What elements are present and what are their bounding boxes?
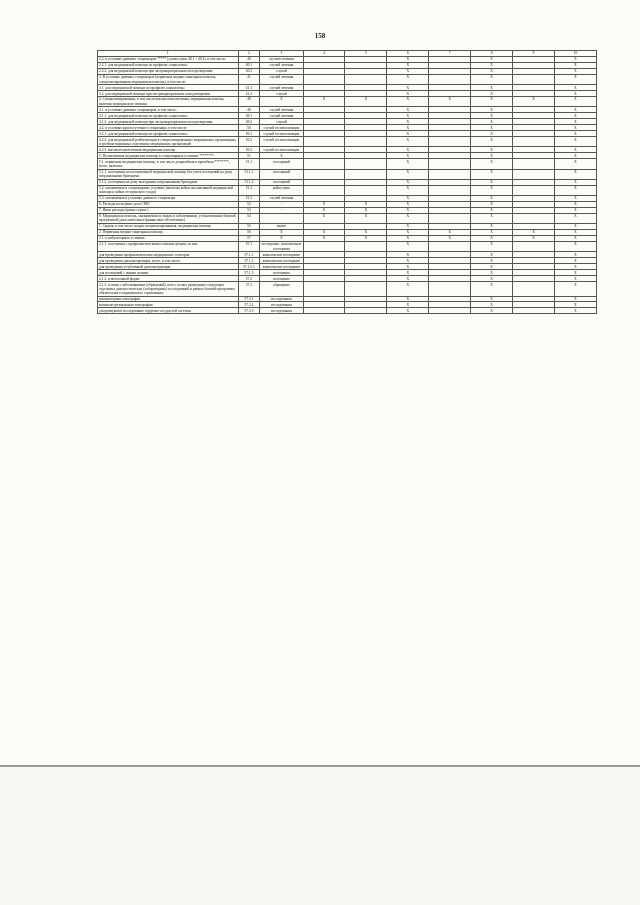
table-cell: X (554, 282, 596, 296)
table-cell: X (471, 119, 513, 125)
table-cell: X (471, 276, 513, 282)
table-cell: обращение (260, 282, 303, 296)
table-cell: случай (260, 119, 303, 125)
row-label-cell: 7. Иные расходы (равно строке ) (98, 207, 239, 213)
table-cell: X (471, 68, 513, 74)
table-cell: посещений (260, 159, 303, 169)
table-cell: 49.1 (238, 113, 260, 119)
table-cell: X (387, 107, 429, 113)
table-cell: X (513, 230, 555, 236)
row-label-cell: 5.2. оказываемая в стационарных условиях (включая койки паллиативной медицинской помощи и койки сестринского ухода) (98, 185, 239, 195)
table-cell: X (471, 147, 513, 153)
table-cell: X (471, 308, 513, 314)
table-cell: X (345, 207, 387, 213)
table-cell: X (554, 302, 596, 308)
table-cell (303, 282, 345, 296)
table-cell: X (387, 270, 429, 276)
table-cell: - (260, 201, 303, 207)
table-cell (513, 242, 555, 252)
table-cell (345, 242, 387, 252)
table-cell: 41 (238, 74, 260, 84)
table-cell: X (471, 179, 513, 185)
table-cell: 50.3 (238, 147, 260, 153)
table-cell: X (387, 125, 429, 131)
row-label-cell: для проведения профилактических медицинских осмотров (98, 252, 239, 258)
table-cell: 51.1.2 (238, 179, 260, 185)
table-cell: случай лечения (260, 74, 303, 84)
table-cell: X (554, 296, 596, 302)
table-cell: 51.3 (238, 195, 260, 201)
row-label-cell: 2.1.3. в связи с заболеваниями (обращений), всего, из них проведение следующих отдельных диагностических (лабораторных) исследований в рамках базовой программы обязательного медицинского страхования: (98, 282, 239, 296)
table-cell: X (387, 213, 429, 223)
row-label-cell: для проведения углубленной диспансеризации (98, 264, 239, 270)
table-cell: 40 (238, 56, 260, 62)
table-cell: X (471, 224, 513, 230)
column-header: 4 (303, 51, 345, 57)
table-row (98, 282, 597, 296)
table-cell: 57 (238, 236, 260, 242)
table-cell (429, 137, 471, 147)
table-cell: X (471, 201, 513, 207)
table-cell: X (554, 236, 596, 242)
table-cell: X (554, 258, 596, 264)
table-cell: 54 (238, 213, 260, 223)
table-cell: X (471, 258, 513, 264)
table-cell (513, 159, 555, 169)
table-cell (429, 282, 471, 296)
table-cell (513, 213, 555, 223)
row-label-cell: 5.3. оказываемая в условиях дневного стационара (98, 195, 239, 201)
table-cell: X (387, 179, 429, 185)
table-cell: случай лечения (260, 85, 303, 91)
table-cell: комплексное посещение (260, 252, 303, 258)
table-row (98, 97, 597, 107)
row-label-cell: 5.1.1. посещения по паллиативной медицинской помощи без учета посещений на дому патронажными бригадами (98, 169, 239, 179)
table-cell: 40.2 (238, 68, 260, 74)
table-cell: X (471, 236, 513, 242)
table-cell: X (387, 296, 429, 302)
table-cell: X (303, 201, 345, 207)
table-cell: посещение (260, 276, 303, 282)
row-label-cell: компьютерная томография (98, 296, 239, 302)
table-cell: X (471, 282, 513, 296)
row-label-cell: 3.2. для медицинской помощи при экстракорпоральном оплодотворении (98, 91, 239, 97)
table-cell (345, 159, 387, 169)
table-cell: X (513, 236, 555, 242)
table-cell: X (471, 153, 513, 159)
table-cell: 49.2 (238, 119, 260, 125)
table-cell: X (387, 252, 429, 258)
table-row (98, 308, 597, 314)
table-cell: 50.2 (238, 137, 260, 147)
row-label-cell: 4.2.3. высокотехнологичная медицинская помощь (98, 147, 239, 153)
row-label-cell: магнитно-резонансная томография (98, 302, 239, 308)
row-label-cell: 2.2. в условиях дневных стационаров ***** (сумма строк 40.1 + 40.2), в том числе: (98, 56, 239, 62)
table-cell: - (260, 207, 303, 213)
table-cell: X (554, 113, 596, 119)
table-cell: 57.1.1 (238, 252, 260, 258)
column-header: 1 (98, 51, 239, 57)
row-label-cell: 5.1. первичная медицинская помощь, в том числе доврачебная и врачебная ********, всего, включая: (98, 159, 239, 169)
table-cell: X (387, 264, 429, 270)
table-row (98, 137, 597, 147)
table-cell: X (345, 236, 387, 242)
table-row (98, 242, 597, 252)
row-label-cell: 4.1. в условиях дневных стационаров, в том числе: (98, 107, 239, 113)
table-cell: 51.1 (238, 159, 260, 169)
table-cell: 57.3 (238, 282, 260, 296)
table-cell: X (554, 91, 596, 97)
table-cell (513, 169, 555, 179)
table-cell (345, 282, 387, 296)
row-label-cell: 5.1.2. посещения на дому выездными патронажными бригадами (98, 179, 239, 185)
table-cell: 51.1.1 (238, 169, 260, 179)
table-cell: X (303, 230, 345, 236)
row-label-cell: 4.1.2. для медицинской помощи при экстракорпоральном оплодотворении (98, 119, 239, 125)
row-label-cell: 2.2.2. для медицинской помощи при экстракорпоральном оплодотворении (98, 68, 239, 74)
table-cell: 57.1.3 (238, 270, 260, 276)
table-cell: X (471, 113, 513, 119)
table-cell: X (471, 185, 513, 195)
table-cell: X (471, 137, 513, 147)
table-cell: 50.1 (238, 131, 260, 137)
table-cell: X (471, 97, 513, 107)
table-cell: X (387, 159, 429, 169)
table-cell: X (554, 308, 596, 314)
table-cell (303, 308, 345, 314)
table-cell: 50 (238, 125, 260, 131)
table-cell: X (387, 56, 429, 62)
table-cell (513, 137, 555, 147)
table-cell: X (429, 230, 471, 236)
table-cell (429, 242, 471, 252)
table-cell (429, 185, 471, 195)
table-cell (303, 159, 345, 169)
row-label-cell: 1. Скорая, в том числе скорая специализированная, медицинская помощь (98, 224, 239, 230)
table-cell: посещений (260, 169, 303, 179)
table-cell: X (471, 85, 513, 91)
table-cell: X (303, 213, 345, 223)
table-cell: X (554, 56, 596, 62)
table-cell: X (554, 195, 596, 201)
table-cell: 49 (238, 107, 260, 113)
table-cell: X (554, 74, 596, 84)
table-row (98, 74, 597, 84)
column-header: 6 (387, 51, 429, 57)
table-cell: X (554, 153, 596, 159)
table-cell: X (471, 242, 513, 252)
table-cell: посещения (260, 270, 303, 276)
table-cell: X (554, 185, 596, 195)
table-cell (513, 74, 555, 84)
row-label-cell: для посещений с иными целями (98, 270, 239, 276)
table-cell: комплексное посещение (260, 258, 303, 264)
table-cell: исследования (260, 308, 303, 314)
column-header: 5 (345, 51, 387, 57)
row-label-cell: ультразвуковое исследование сердечно-сосудистой системы (98, 308, 239, 314)
table-cell: X (554, 224, 596, 230)
table-cell: X (387, 230, 429, 236)
table-cell (513, 282, 555, 296)
table-row (98, 213, 597, 223)
table-cell (429, 74, 471, 84)
table-cell: X (345, 201, 387, 207)
table-cell: X (387, 224, 429, 230)
table-cell: X (554, 85, 596, 91)
table-cell: X (554, 213, 596, 223)
table-cell: X (387, 195, 429, 201)
table-cell: случай госпитализации (260, 147, 303, 153)
table-cell: X (387, 201, 429, 207)
table-cell: X (554, 207, 596, 213)
table-cell: X (471, 252, 513, 258)
table-cell: случай лечения (260, 195, 303, 201)
table-cell: случай госпитализации (260, 137, 303, 147)
table-cell: X (387, 236, 429, 242)
table-cell: X (554, 264, 596, 270)
row-label-cell: 4.1.1. для медицинской помощи по профилю «онкология» (98, 113, 239, 119)
table-cell (429, 159, 471, 169)
row-label-cell: 4. Специализированная, в том числе высокотехнологичная, медицинская помощь, включая медицинскую помощь: (98, 97, 239, 107)
table-cell: X (387, 74, 429, 84)
table-cell: X (471, 230, 513, 236)
table-cell: X (554, 242, 596, 252)
table-cell: X (345, 213, 387, 223)
table-cell (345, 185, 387, 195)
table-cell: X (387, 302, 429, 308)
row-label-cell: 4.2.2. для медицинской реабилитации в специализированных медицинских организациях и реабилитационных отделениях медицинских организаций (98, 137, 239, 147)
table-cell: X (387, 91, 429, 97)
row-label-cell: 8. Медицинская помощь, оказываемая по видам и заболеваниям, установленным базовой программой (дополнительное финансовое обеспечение) (98, 213, 239, 223)
table-cell (429, 213, 471, 223)
table-cell: X (554, 119, 596, 125)
table-cell: X (387, 62, 429, 68)
table-cell: X (471, 169, 513, 179)
table-cell: комплексное посещение (260, 264, 303, 270)
row-label-cell: 6. Расходы на ведение дела СМО (98, 201, 239, 207)
table-cell (345, 137, 387, 147)
table-cell: X (387, 185, 429, 195)
table-cell (303, 74, 345, 84)
row-label-cell: 4.2.1. для медицинской помощи по профилю «онкология» (98, 131, 239, 137)
table-cell: X (554, 147, 596, 153)
column-header: 10 (554, 51, 596, 57)
table-cell: X (303, 236, 345, 242)
table-cell (345, 308, 387, 314)
table-cell: X (387, 282, 429, 296)
table-cell: X (471, 159, 513, 169)
table-cell: X (260, 236, 303, 242)
table-cell (303, 242, 345, 252)
table-row (98, 185, 597, 195)
table-cell: X (471, 195, 513, 201)
table-cell: X (513, 97, 555, 107)
table-cell: X (471, 91, 513, 97)
table-row (98, 159, 597, 169)
table-cell: X (387, 113, 429, 119)
table-cell: X (387, 308, 429, 314)
table-cell: 41.2 (238, 91, 260, 97)
table-cell: исследования (260, 302, 303, 308)
table-cell: X (387, 207, 429, 213)
table-cell: X (429, 97, 471, 107)
table-cell: посещений (260, 179, 303, 185)
table-cell (345, 74, 387, 84)
table-cell: X (387, 68, 429, 74)
table-cell: случай госпитализации (260, 131, 303, 137)
table-cell: 57.1.2 (238, 258, 260, 264)
table-cell: случаев лечения (260, 56, 303, 62)
table-cell: X (260, 153, 303, 159)
table-cell: X (554, 137, 596, 147)
table-cell: случай лечения (260, 113, 303, 119)
table-cell: X (260, 97, 303, 107)
table-cell: X (554, 270, 596, 276)
row-label-cell: для проведения диспансеризации, всего, в том числе: (98, 258, 239, 264)
table-cell: X (471, 296, 513, 302)
table-cell: X (345, 230, 387, 236)
table-cell: X (387, 137, 429, 147)
row-label-cell: 2.1. в амбулаторных условиях: (98, 236, 239, 242)
table-cell: 53 (238, 207, 260, 213)
table-cell: X (387, 85, 429, 91)
table-cell: X (303, 97, 345, 107)
table-cell: X (554, 97, 596, 107)
row-label-cell: 5. Паллиативная медицинская помощь в стационарных условиях ********: (98, 153, 239, 159)
table-cell: X (554, 201, 596, 207)
table-cell: X (471, 74, 513, 84)
table-cell: X (554, 169, 596, 179)
table-cell (303, 137, 345, 147)
table-cell: 57.1 (238, 242, 260, 252)
table-cell: случай лечения (260, 107, 303, 113)
column-header: 2 (238, 51, 260, 57)
table-cell: 57.2 (238, 276, 260, 282)
table-cell: 55 (238, 224, 260, 230)
table-cell: X (554, 107, 596, 113)
table-cell: 56 (238, 230, 260, 236)
table-cell: X (471, 56, 513, 62)
table-cell: случай (260, 91, 303, 97)
table-cell (345, 169, 387, 179)
page-number: 158 (314, 32, 326, 40)
table-cell: X (554, 230, 596, 236)
table-cell (303, 185, 345, 195)
table-cell: X (471, 131, 513, 137)
column-header: 9 (513, 51, 555, 57)
table-cell: X (554, 179, 596, 185)
table-cell: 40.1 (238, 62, 260, 68)
table-cell: 57.1.2.1 (238, 264, 260, 270)
table-cell: X (303, 207, 345, 213)
table-cell: 51 (238, 153, 260, 159)
table-cell (260, 213, 303, 223)
column-header: 8 (471, 51, 513, 57)
row-label-cell: 3. В условиях дневных стационаров (первичная медико-санитарная помощь, специализированная медицинская помощь), в том числе: (98, 74, 239, 84)
table-cell: случай лечения (260, 62, 303, 68)
table-cell: X (387, 153, 429, 159)
table-cell: X (387, 276, 429, 282)
column-header: 7 (429, 51, 471, 57)
table-row (98, 169, 597, 179)
table-cell: X (554, 68, 596, 74)
table-cell (513, 308, 555, 314)
table-cell: X (471, 264, 513, 270)
table-cell: X (471, 207, 513, 213)
table-cell: 41.1 (238, 85, 260, 91)
table-cell: X (429, 236, 471, 242)
table-cell: X (471, 213, 513, 223)
table-cell: X (554, 131, 596, 137)
table-cell: X (554, 62, 596, 68)
table-cell: X (387, 258, 429, 264)
table-cell: 51.2 (238, 185, 260, 195)
table-cell: X (554, 125, 596, 131)
table-cell: посещения / комплексные посещения (261, 242, 302, 251)
row-label-cell: 2.1.1. посещения с профилактическими и иными целями, из них (98, 242, 239, 252)
column-header: 3 (260, 51, 303, 57)
table-cell: X (387, 147, 429, 153)
table-cell: 57.3.2 (238, 302, 260, 308)
table-cell: X (387, 131, 429, 137)
table-cell (429, 169, 471, 179)
table-cell: X (260, 230, 303, 236)
table-cell: 57.3.1 (238, 296, 260, 302)
table-cell: X (554, 159, 596, 169)
table-cell: X (471, 125, 513, 131)
table-cell: случай (260, 68, 303, 74)
table-cell: X (387, 119, 429, 125)
table-cell (429, 308, 471, 314)
table-cell: X (387, 242, 429, 252)
table-cell: исследования (260, 296, 303, 302)
table-cell: X (471, 270, 513, 276)
table-cell: X (471, 62, 513, 68)
table-cell: вызов (260, 224, 303, 230)
table-cell: 52 (238, 201, 260, 207)
row-label-cell: 3.1. для медицинской помощи по профилю «онкология» (98, 85, 239, 91)
table-cell: X (471, 302, 513, 308)
table-cell (513, 185, 555, 195)
table-cell: 57.3.3 (238, 308, 260, 314)
table-cell: X (387, 97, 429, 107)
table-cell: X (554, 252, 596, 258)
row-label-cell: 2.2.1. для медицинской помощи по профилю «онкология» (98, 62, 239, 68)
table-cell: случай госпитализации (260, 125, 303, 131)
table-cell: койко-день (260, 185, 303, 195)
table-cell: X (554, 276, 596, 282)
table-cell: 48 (238, 97, 260, 107)
table-cell: X (471, 107, 513, 113)
row-label-cell: 2. Первичная медико-санитарная помощь (98, 230, 239, 236)
row-label-cell: 4.2. в условиях круглосуточного стационара, в том числе: (98, 125, 239, 131)
table-cell (303, 169, 345, 179)
row-label-cell: 2.1.2. в неотложной форме (98, 276, 239, 282)
financing-table (97, 50, 597, 314)
table-cell: X (387, 169, 429, 179)
table-cell: X (345, 97, 387, 107)
